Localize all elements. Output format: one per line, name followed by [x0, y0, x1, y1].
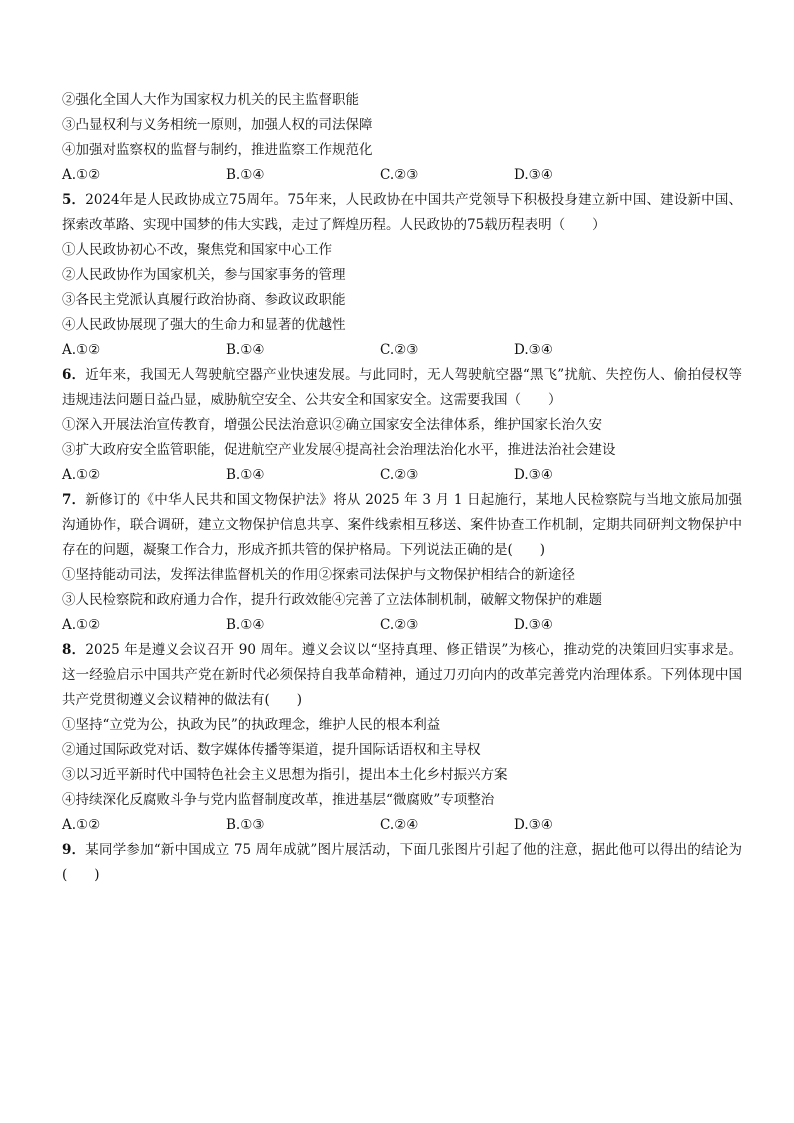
option-c[interactable]: C.②③ [380, 167, 419, 183]
option-d[interactable]: D.③④ [514, 817, 553, 833]
option-b[interactable]: B.①③ [226, 817, 265, 833]
question-text: 2025 年是遵义会议召开 90 周年。遵义会议以“坚持真理、修正错误”为核心，推动党的决策回归实事求是。这一经验启示中国共产党在新时代必须保持自我革命精神，通过刀刃向内的改革完善党内治理体系。下列体现中国共产党贯彻遵义会议精神的做法有( ) [62, 642, 742, 708]
option-b[interactable]: B.①④ [226, 617, 265, 633]
question-content [62, 88, 742, 888]
option-a[interactable]: A.①② [62, 817, 101, 833]
options-q6 [62, 463, 742, 488]
statement-q5-4: ④人民政协展现了强大的生命力和显著的优越性 [62, 317, 346, 333]
statement-q8-1: ①坚持“立党为公，执政为民”的执政理念，维护人民的根本利益 [62, 717, 441, 733]
question-8 [62, 638, 742, 838]
statement-q8-3: ③以习近平新时代中国特色社会主义思想为指引，提出本土化乡村振兴方案 [62, 767, 508, 783]
option-d[interactable]: D.③④ [514, 342, 553, 358]
statement-q5-1: ①人民政协初心不改，聚焦党和国家中心工作 [62, 242, 332, 258]
question-7 [62, 488, 742, 638]
question-number: 7． [62, 492, 86, 508]
question-text: 新修订的《中华人民共和国文物保护法》将从 2025 年 3 月 1 日起施行，某地人民检察院与当地文旅局加强沟通协作，联合调研，建立文物保护信息共享、案件线索相互移送、案件协查工作机制，定期共同研判文物保护中存在的问题，凝聚工作合力，形成齐抓共管的保护格局。下列说法正确的是( ) [62, 492, 742, 558]
options-q5 [62, 338, 742, 363]
option-c[interactable]: C.②③ [380, 342, 419, 358]
option-a[interactable]: A.①② [62, 342, 101, 358]
question-6 [62, 363, 742, 488]
option-b[interactable]: B.①④ [226, 342, 265, 358]
statement-q8-2: ②通过国际政党对话、数字媒体传播等渠道，提升国际话语权和主导权 [62, 742, 481, 758]
statement-q7-12: ①坚持能动司法，发挥法律监督机关的作用②探索司法保护与文物保护相结合的新途径 [62, 567, 575, 583]
question-text: 某同学参加“新中国成立 75 周年成就”图片展活动，下面几张图片引起了他的注意，据此他可以得出的结论为( ) [62, 842, 742, 883]
question-9 [62, 838, 742, 888]
option-c[interactable]: C.②③ [380, 617, 419, 633]
option-d[interactable]: D.③④ [514, 617, 553, 633]
statement-q8-4: ④持续深化反腐败斗争与党内监督制度改革，推进基层“微腐败”专项整治 [62, 792, 495, 808]
question-stem [62, 838, 742, 888]
statement-q6-34: ③扩大政府安全监管职能，促进航空产业发展④提高社会治理法治化水平，推进法治社会建设 [62, 442, 616, 458]
statement-q7-34: ③人民检察院和政府通力合作，提升行政效能④完善了立法体制机制，破解文物保护的难题 [62, 592, 602, 608]
question-text: 近年来，我国无人驾驶航空器产业快速发展。与此同时，无人驾驶航空器“黑飞”扰航、失控伤人、偷拍侵权等违规违法问题日益凸显，威胁航空安全、公共安全和国家安全。这需要我国（ ） [62, 367, 742, 408]
statement-q4-3: ③凸显权利与义务相统一原则，加强人权的司法保障 [62, 117, 373, 133]
question-stem [62, 363, 742, 413]
option-a[interactable]: A.①② [62, 167, 101, 183]
options-q7 [62, 613, 742, 638]
question-number: 6． [62, 367, 86, 383]
question-number: 8． [62, 642, 86, 658]
question-stem [62, 638, 742, 713]
question-5 [62, 188, 742, 363]
question-number: 9． [62, 842, 86, 858]
question-number: 5． [62, 192, 86, 208]
question-4 [62, 88, 742, 188]
option-b[interactable]: B.①④ [226, 467, 265, 483]
option-a[interactable]: A.①② [62, 467, 101, 483]
option-b[interactable]: B.①④ [226, 167, 265, 183]
statement-q5-2: ②人民政协作为国家机关，参与国家事务的管理 [62, 267, 346, 283]
statement-q5-3: ③各民主党派认真履行政治协商、参政议政职能 [62, 292, 346, 308]
question-stem [62, 188, 742, 238]
option-c[interactable]: C.②④ [380, 817, 419, 833]
option-a[interactable]: A.①② [62, 617, 101, 633]
statement-q4-4: ④加强对监察权的监督与制约，推进监察工作规范化 [62, 142, 373, 158]
options-q8 [62, 813, 742, 838]
option-d[interactable]: D.③④ [514, 167, 553, 183]
question-text: 2024年是人民政协成立75周年。75年来，人民政协在中国共产党领导下积极投身建立新中国、建设新中国、探索改革路、实现中国梦的伟大实践，走过了辉煌历程。人民政协的75载历程表明（ ） [62, 192, 742, 233]
statement-q4-2: ②强化全国人大作为国家权力机关的民主监督职能 [62, 92, 359, 108]
option-c[interactable]: C.②③ [380, 467, 419, 483]
option-d[interactable]: D.③④ [514, 467, 553, 483]
statement-q6-12: ①深入开展法治宣传教育，增强公民法治意识②确立国家安全法律体系，维护国家长治久安 [62, 417, 602, 433]
question-stem [62, 488, 742, 563]
options-q4 [62, 163, 742, 188]
